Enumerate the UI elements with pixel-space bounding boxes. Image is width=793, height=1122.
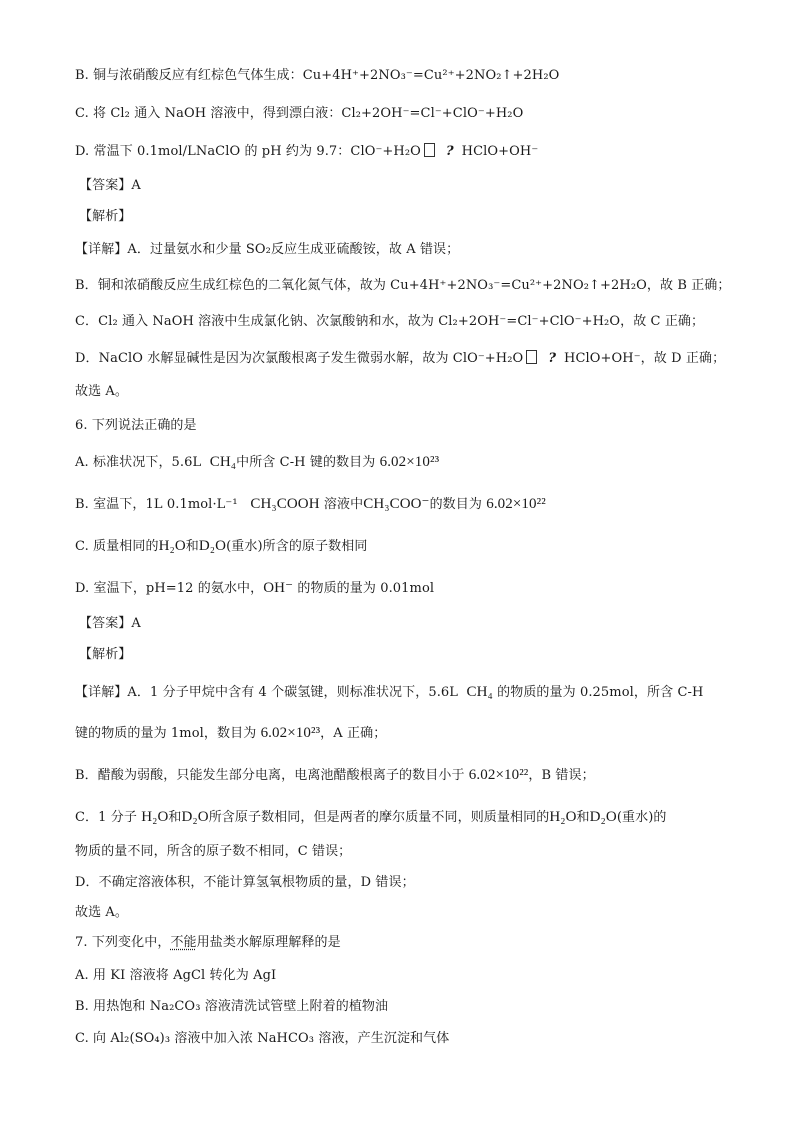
question-7-title <box>75 933 341 953</box>
text: 和 <box>185 539 199 554</box>
answer-label <box>79 614 141 634</box>
formula: 6.02×10²² <box>486 496 546 512</box>
formula: CH₃COO⁻ <box>363 496 430 512</box>
formula: D₂O <box>198 538 227 554</box>
text: C．1 分子 <box>75 810 137 825</box>
formula: 6.02×10²² <box>468 767 529 783</box>
equilibrium-glyph-icon: ? <box>445 144 454 159</box>
q7-option-b <box>75 997 388 1017</box>
q6-option-d <box>75 578 434 599</box>
analysis-label <box>79 207 131 227</box>
text: ，A 正确； <box>320 726 387 741</box>
explanation-line <box>75 240 459 260</box>
question-6-title <box>75 416 197 436</box>
text: HClO+OH⁻，故 D 正确； <box>564 351 726 366</box>
formula: CH₃COOH <box>250 496 320 512</box>
text: D. 室温下，pH=12 的氨水中， <box>75 581 264 596</box>
text: C. 将 Cl₂ 通入 NaOH 溶液中，得到漂白液：Cl₂+2OH⁻=Cl⁻+ClO⁻+H₂O <box>75 106 524 121</box>
q7-option-a <box>75 966 276 986</box>
analysis-label <box>79 645 131 665</box>
explanation-line <box>75 842 351 862</box>
option-b-line <box>75 66 559 86</box>
formula: D₂O <box>181 809 209 825</box>
text: HClO+OH⁻ <box>461 144 539 159</box>
text: 和 <box>576 810 590 825</box>
text: B．醋酸为弱酸，只能发生部分电离，电离池醋酸根离子的数目小于 <box>75 768 465 783</box>
explanation-line <box>75 312 704 332</box>
equilibrium-glyph-icon: ? <box>548 351 557 366</box>
text: 6. 下列说法正确的是 <box>75 418 197 433</box>
text: 用盐类水解原理解释的是 <box>196 935 341 950</box>
text: 的数目为 <box>429 497 482 512</box>
q6-option-a <box>75 452 439 473</box>
text: 【解析】 <box>79 647 132 662</box>
explanation-line <box>75 276 731 296</box>
formula: 6.02×10²³ <box>379 454 440 470</box>
text: 故选 A。 <box>75 384 129 399</box>
text: B. 铜与浓硝酸反应有红棕色气体生成：Cu+4H⁺+2NO₃⁻=Cu²⁺+2NO₂↑+2H₂O <box>75 68 560 83</box>
text: 【解析】 <box>79 209 132 224</box>
text: ，B 错误； <box>528 768 595 783</box>
text: 所含原子数相同，但是两者的摩尔质量不同，则质量相同的 <box>208 810 550 825</box>
text: B. 室温下，1L 0.1mol·L⁻¹ <box>75 497 238 512</box>
text: A. 用 KI 溶液将 AgCl 转化为 AgI <box>75 968 277 983</box>
explanation-line <box>75 765 595 786</box>
text: C．Cl₂ 通入 NaOH 溶液中生成氯化钠、次氯酸钠和水，故为 Cl₂+2OH⁻=Cl⁻+ClO⁻+H₂O，故 C 正确； <box>75 314 705 329</box>
formula: 6.02×10²³ <box>260 725 321 741</box>
text: B. 用热饱和 Na₂CO₃ 溶液清洗试管壁上附着的植物油 <box>75 999 389 1014</box>
explanation-line <box>75 349 725 369</box>
text: (重水)的 <box>616 810 667 825</box>
text: 的物质的量为 0.25mol，所含 C-H <box>497 685 704 700</box>
text: 物质的量不同，所含的原子数不相同，C 错误； <box>75 844 352 859</box>
formula: H₂O <box>158 538 186 554</box>
text: C. 向 Al₂(SO₄)₃ 溶液中加入浓 NaHCO₃ 溶液，产生沉淀和气体 <box>75 1031 450 1046</box>
text: 和 <box>168 810 182 825</box>
formula: H₂O <box>549 809 577 825</box>
emphasis-text: 不能 <box>170 935 197 950</box>
formula: CH₄ <box>466 684 493 700</box>
missing-glyph-icon <box>424 143 435 157</box>
text: 中所含 C-H 键的数目为 <box>236 455 376 470</box>
explanation-line <box>75 723 386 744</box>
text: 【详解】A．1 分子甲烷中含有 4 个碳氢键，则标准状况下，5.6L <box>75 685 459 700</box>
formula: OH⁻ <box>263 580 294 596</box>
option-d-line <box>75 142 538 162</box>
text: D. 常温下 0.1mol/LNaClO 的 pH 约为 9.7：ClO⁻+H₂O <box>75 144 421 159</box>
option-c-line <box>75 104 523 124</box>
missing-glyph-icon <box>526 350 537 364</box>
formula: H₂O <box>141 809 169 825</box>
text: 【详解】A．过量氨水和少量 SO₂反应生成亚硫酸铵，故 A 错误； <box>75 242 460 257</box>
formula: D₂O <box>589 809 617 825</box>
text: C. 质量相同的 <box>75 539 159 554</box>
q6-option-c <box>75 536 367 557</box>
text: 【答案】A <box>79 178 141 193</box>
text: 的物质的量为 0.01mol <box>297 581 435 596</box>
text: D．不确定溶液体积，不能计算氢氧根物质的量，D 错误； <box>75 875 415 890</box>
explanation-line <box>75 873 415 893</box>
conclusion-line <box>75 382 128 402</box>
text: (重水)所含的原子数相同 <box>226 539 368 554</box>
text: 【答案】A <box>79 616 141 631</box>
text: 键的物质的量为 1mol，数目为 <box>75 726 257 741</box>
text: 7. 下列变化中， <box>75 935 171 950</box>
q7-option-c <box>75 1029 449 1049</box>
explanation-line <box>75 682 703 703</box>
text: D．NaClO 水解显碱性是因为次氯酸根离子发生微弱水解，故为 ClO⁻+H₂O <box>75 351 524 366</box>
formula: CH₄ <box>209 454 237 470</box>
text: 故选 A。 <box>75 905 129 920</box>
answer-label <box>79 176 141 196</box>
text: B．铜和浓硝酸反应生成红棕色的二氧化氮气体，故为 Cu+4H⁺+2NO₃⁻=Cu²⁺+2NO₂↑+2H₂O，故 B 正确； <box>75 278 731 293</box>
q6-option-b <box>75 494 546 515</box>
text: 溶液中 <box>323 497 364 512</box>
conclusion-line <box>75 903 128 923</box>
explanation-line <box>75 807 666 828</box>
text: A. 标准状况下，5.6L <box>75 455 202 470</box>
